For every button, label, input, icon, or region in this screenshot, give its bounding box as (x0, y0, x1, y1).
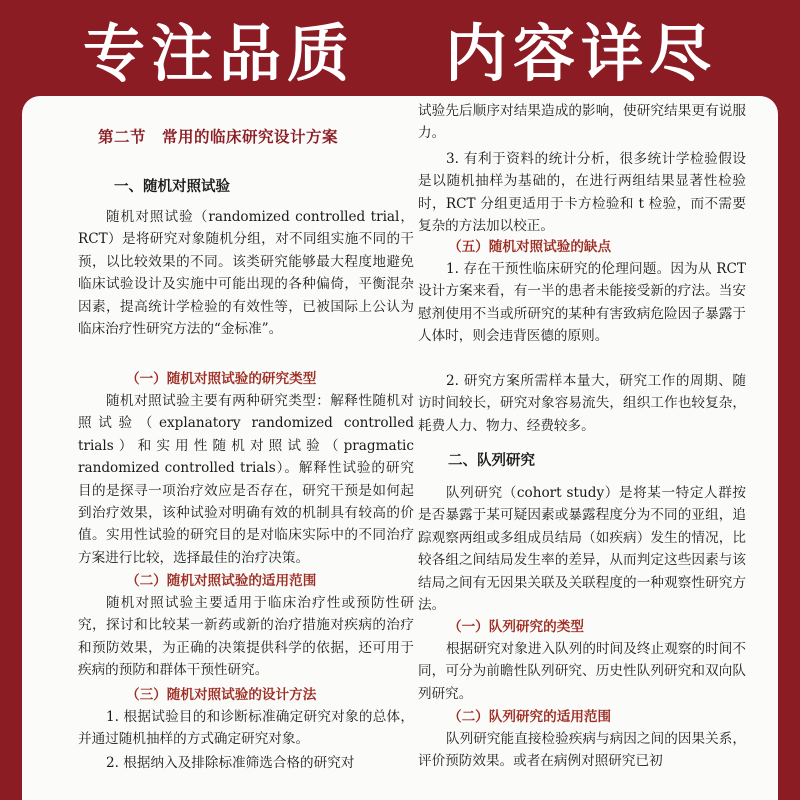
heading-rct-design: （三）随机对照试验的设计方法 (126, 687, 317, 703)
paragraph-cons-2: 2. 研究方案所需样本量大，研究工作的周期、随访时间较长，研究对象容易流失，组织工作也较复杂，耗费人力、物力、经费较多。 (418, 373, 746, 434)
header-banner (0, 0, 800, 96)
heading-rct-cons: （五）随机对照试验的缺点 (448, 239, 612, 255)
paragraph-continued: 试验先后顺序对结果造成的影响，使研究结果更有说服力。 (418, 103, 746, 142)
paragraph-cohort-types: 根据研究对象进入队列的时间及终止观察的时间不同，可分为前瞻性队列研究、历史性队列研究和双向队列研究。 (418, 641, 746, 702)
heading-rct-types: （一）随机对照试验的研究类型 (126, 371, 317, 387)
paragraph-rct-types: 随机对照试验主要有两种研究类型：解释性随机对照试验（explanatory randomized controlled trials）和实用性随机对照试验（pragmatic randomized controlled trials）。解释性试验的研究目的是探寻一项治疗效应是否存在，研究干预是如何起到治疗效果，该种试验对明确有效的机制具有较高的价值。实用性试验的研究目的是对临床实际中的不同治疗方案进行比较，选择最佳的治疗决策。 (78, 393, 414, 566)
paragraph-design-step2: 2. 根据纳入及排除标准筛选合格的研究对 (106, 755, 355, 771)
paragraph-cohort-scope: 队列研究能直接检验疾病与病因之间的因果关系，评价预防效果。或者在病例对照研究已初 (418, 731, 746, 770)
heading-cohort-scope: （二）队列研究的适用范围 (448, 709, 612, 725)
paragraph-statistics: 3. 有利于资料的统计分析，很多统计学检验假设是以随机抽样为基础的，在进行两组结果显著性检验时，RCT 分组更适用于卡方检验和 t 检验，而不需要复杂的方法加以校正。 (418, 151, 746, 235)
banner-slogan-content: 内容详尽 (445, 16, 718, 90)
banner-slogan-quality: 专注品质 (82, 16, 355, 90)
heading-rct-scope: （二）随机对照试验的适用范围 (126, 573, 317, 589)
paragraph-rct-scope: 随机对照试验主要适用于临床治疗性或预防性研究，探讨和比较某一新药或新的治疗措施对疾病的治疗和预防效果，为正确的决策提供科学的依据，还可用于疾病的预防和群体干预性研究。 (78, 595, 414, 679)
paragraph-rct-intro: 随机对照试验（randomized controlled trial，RCT）是将研究对象随机分组，对不同组实施不同的干预，以比较效果的不同。该类研究能够最大程度地避免临床试验设计及实施中可能出现的各种偏倚，平衡混杂因素，提高统计学检验的有效性等，已被国际上公认为临床治疗性研究方法的“金标准”。 (78, 209, 414, 338)
section-title: 第二节 常用的临床研究设计方案 (98, 128, 339, 146)
heading-cohort: 二、队列研究 (448, 453, 535, 469)
paragraph-design-step1: 1. 根据试验目的和诊断标准确定研究对象的总体，并通过随机抽样的方式确定研究对象。 (78, 709, 414, 748)
heading-rct: 一、随机对照试验 (114, 179, 230, 195)
paragraph-cons-1: 1. 存在干预性临床研究的伦理问题。因为从 RCT 设计方案来看，有一半的患者未能接受新的疗法。当安慰剂使用不当或所研究的某种有害致病危险因子暴露于人体时，则会违背医德的原则。 (418, 261, 746, 345)
book-page (22, 96, 778, 800)
heading-cohort-types: （一）队列研究的类型 (448, 619, 584, 635)
paragraph-cohort-intro: 队列研究（cohort study）是将某一特定人群按是否暴露于某可疑因素或暴露程度分为不同的亚组，追踪观察两组或多组成员结局（如疾病）发生的情况，比较各组之间结局发生率的差异，从而判定这些因素与该结局之间有无因果关联及关联程度的一种观察性研究方法。 (418, 485, 746, 614)
